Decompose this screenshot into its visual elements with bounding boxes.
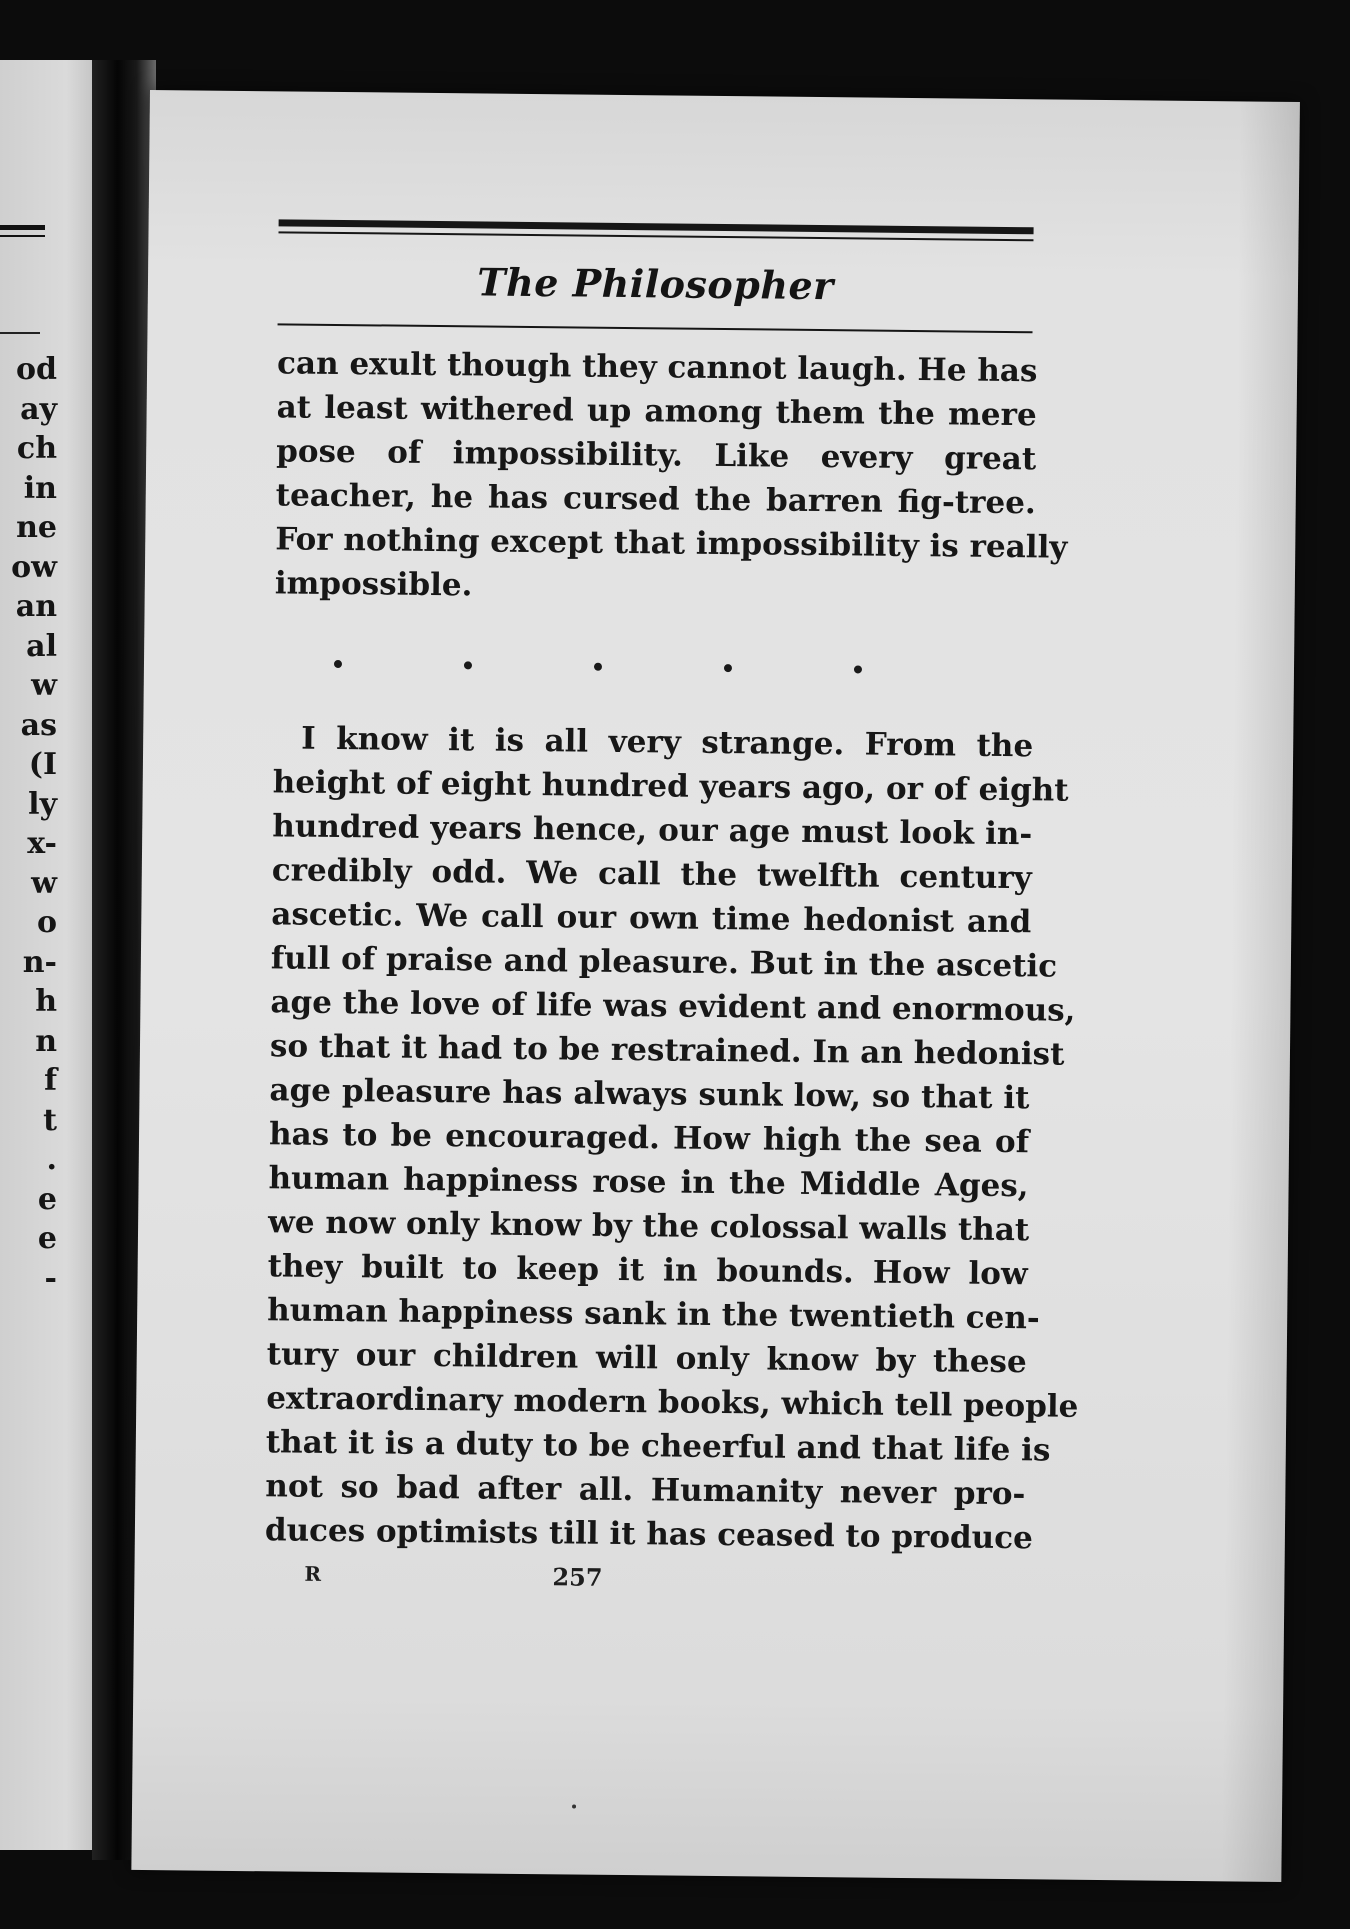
text-line: teacher, he has cursed the barren fig-tree. [275,477,1036,522]
left-page-head-rule [0,225,45,230]
text-line: can exult though they cannot laugh. He has [276,345,1038,390]
text-line: I know it is all very strange. From the [301,720,1034,765]
left-page-fragment: w [31,668,57,703]
left-page-fragment: t [43,1102,57,1138]
text-line: human happiness rose in the Middle Ages, [268,1160,1029,1205]
scan-speck [572,1805,576,1809]
left-page-fragment [11,1377,57,1417]
left-page-fragment: in [23,470,57,506]
text-line: extraordinary modern books, which tell people [266,1380,1079,1425]
left-page-fragment: ay [20,391,57,427]
section-break [294,660,994,687]
left-page-fragment: n [35,1023,57,1059]
header-rule-bottom [278,323,1033,333]
text-line: we now only know by the colossal walls that [267,1204,1030,1249]
left-page-fragment: (I [28,747,57,782]
text-line: ascetic. We call our own time hedonist and [271,896,1032,941]
left-page-fragment [11,1338,57,1378]
left-page-fragment: h [35,984,57,1019]
text-line: duces optimists till it has ceased to produce [264,1512,1033,1557]
text-line: not so bad after all. Humanity never pro- [265,1468,1026,1513]
left-page-fragment: ly [28,786,57,822]
paragraph-new [264,716,1079,1560]
section-break-dot [464,661,472,669]
text-line: hundred years hence, our age must look in- [272,808,1033,853]
left-page-head-rule-bottom [0,332,40,334]
page-edge-shadow [1221,101,1300,1882]
left-page-fragment: x- [27,826,57,861]
left-page-fragment: e [37,1221,57,1256]
text-line: they built to keep it in bounds. How low [267,1248,1028,1293]
left-page-fragment: od [16,352,57,387]
section-break-dot [854,665,862,673]
text-line: at least withered up among them the mere [276,389,1037,434]
text-line: impossible. [274,565,473,604]
left-page-fragment: f [44,1063,57,1098]
section-break-dot [334,660,342,668]
left-page-fragment [11,1298,57,1338]
left-page-fragment: ow [11,549,57,585]
text-line: age the love of life was evident and enormous, [270,984,1076,1029]
left-page-fragment: an [15,589,57,624]
page-number: 257 [552,1562,603,1592]
left-facing-page [0,60,95,1850]
text-line: full of praise and pleasure. But in the ascetic [270,940,1058,985]
left-page-fragment: w [31,865,57,901]
left-page-fragment: n- [22,944,57,980]
left-page-head-rule-thin [0,235,45,237]
text-line: For nothing except that impossibility is really [275,521,1068,566]
section-break-dot [594,663,602,671]
text-line: credibly odd. We call the twelfth century [271,852,1032,897]
text-line: human happiness sank in the twentieth cen- [267,1292,1040,1337]
text-line: age pleasure has always sunk low, so that it [269,1072,1030,1117]
text-line: pose of impossibility. Like every great [276,433,1037,478]
left-page-fragment: e [37,1181,57,1217]
left-page-fragment: . [46,1142,57,1177]
left-page-fragment: - [44,1260,57,1296]
paragraph-continued [274,341,1068,613]
text-line: has to be encouraged. How high the sea of [268,1116,1030,1161]
left-page-fragment: as [20,707,57,743]
left-page-fragment: al [26,628,57,664]
left-page-text-fragments [11,350,57,1417]
right-page [131,90,1300,1882]
running-head: The Philosopher [477,259,834,309]
text-line: tury our children will only know by these [266,1336,1027,1381]
text-line: so that it had to be restrained. In an hedonist [269,1028,1065,1073]
signature-mark: R [304,1561,322,1586]
text-line: height of eight hundred years ago, or of eight [272,764,1069,809]
left-page-fragment: o [36,905,57,940]
left-page-fragment: ch [16,431,57,466]
left-page-fragment: ne [16,510,57,545]
section-break-dot [724,664,732,672]
text-line: that it is a duty to be cheerful and that life is [265,1424,1051,1469]
